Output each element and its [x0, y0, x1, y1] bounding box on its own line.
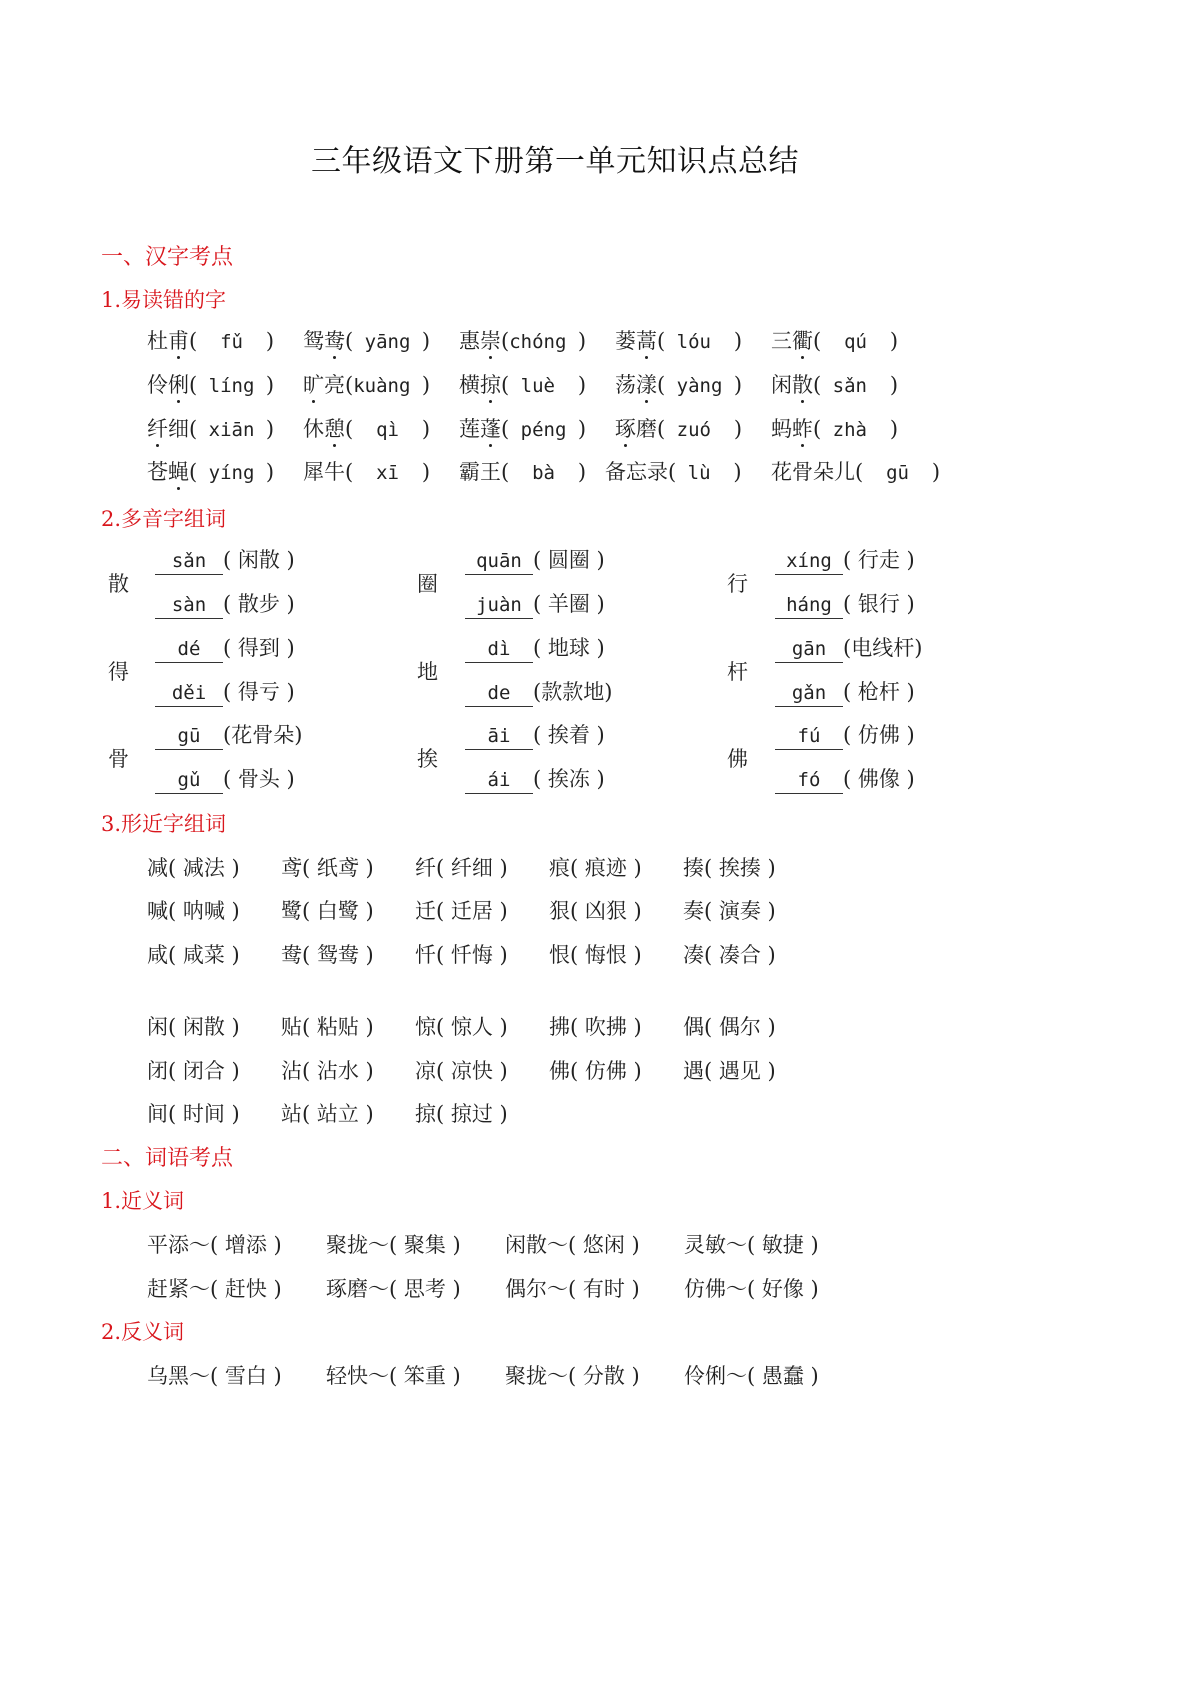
- synonym-pair: 闲散～( 悠闲 ): [505, 1233, 640, 1257]
- example-word: ( 佛像 ): [843, 767, 915, 791]
- pinyin-answer: xī: [353, 462, 422, 484]
- misread-item: [615, 331, 742, 352]
- similar-shape-item: 痕( 痕迹 ): [549, 856, 642, 880]
- paren-close: ): [265, 373, 275, 397]
- paren-close: ): [889, 417, 899, 441]
- polyphone-entry: [465, 769, 605, 794]
- pinyin-answer: qì: [353, 419, 422, 441]
- paren-close: ): [889, 373, 899, 397]
- example-word: ( 羊圈 ): [533, 592, 605, 616]
- example-word: ( 行走 ): [843, 548, 915, 572]
- similar-shape-item: 贴( 粘贴 ): [281, 1015, 374, 1039]
- similar-shape-item: 揍( 挨揍 ): [683, 856, 776, 880]
- polyphone-entry: [465, 594, 605, 619]
- synonym-pair: 琢磨～( 思考 ): [326, 1277, 461, 1301]
- paren-open: (: [813, 329, 822, 353]
- synonym-pair: 灵敏～( 敏捷 ): [684, 1233, 819, 1257]
- emphasized-char: 蒿: [636, 329, 657, 353]
- paren-open: (: [345, 460, 354, 484]
- polyphone-entry: [775, 769, 915, 794]
- word-part: 蒌: [615, 329, 636, 353]
- paren-open: (: [345, 373, 354, 397]
- subheading-polyphone: 2.多音字组词: [101, 507, 227, 531]
- misread-item: [771, 462, 940, 483]
- similar-shape-item: 拂( 吹拂 ): [549, 1015, 642, 1039]
- emphasized-char: 散: [792, 373, 813, 397]
- similar-shape-item: 凑( 凑合 ): [683, 943, 776, 967]
- pinyin-blank: sǎn: [155, 552, 223, 575]
- pinyin-answer: kuàng: [353, 375, 422, 397]
- paren-close: ): [577, 417, 587, 441]
- paren-close: ): [421, 417, 431, 441]
- paren-close: ): [733, 417, 743, 441]
- emphasized-char: 憩: [324, 417, 345, 441]
- similar-shape-item: 咸( 咸菜 ): [147, 943, 240, 967]
- pinyin-blank: gān: [775, 640, 843, 663]
- paren-close: ): [733, 329, 743, 353]
- word-part: 花骨朵儿: [771, 460, 855, 484]
- similar-shape-item: 佛( 仿佛 ): [549, 1059, 642, 1083]
- word-part: 蚂: [771, 417, 792, 441]
- similar-shape-item: 掠( 掠过 ): [415, 1102, 508, 1126]
- misread-item: [771, 331, 898, 352]
- example-word: ( 得到 ): [223, 636, 295, 660]
- example-word: (电线杆): [843, 636, 923, 660]
- misread-item: [147, 331, 274, 352]
- polyphone-char: 杆: [727, 660, 748, 684]
- emphasized-char: 崇: [480, 329, 501, 353]
- paren-open: (: [501, 417, 510, 441]
- pinyin-blank: xíng: [775, 552, 843, 575]
- paren-close: ): [889, 329, 899, 353]
- section-heading-words: 二、词语考点: [101, 1146, 234, 1171]
- pinyin-blank: dé: [155, 640, 223, 663]
- similar-shape-item: 闲( 闲散 ): [147, 1015, 240, 1039]
- misread-item: [303, 462, 430, 483]
- example-word: (花骨朵): [223, 723, 303, 747]
- example-word: ( 闲散 ): [223, 548, 295, 572]
- pinyin-blank: dì: [465, 640, 533, 663]
- misread-item: [303, 419, 430, 440]
- antonym-pair: 聚拢～( 分散 ): [505, 1364, 640, 1388]
- paren-open: (: [501, 460, 510, 484]
- polyphone-entry: [465, 725, 605, 750]
- pinyin-blank: háng: [775, 596, 843, 619]
- paren-close: ): [421, 373, 431, 397]
- paren-close: ): [265, 329, 275, 353]
- section-heading-hanzi: 一、汉字考点: [101, 245, 234, 270]
- similar-shape-item: 忏( 忏悔 ): [415, 943, 508, 967]
- paren-open: (: [813, 417, 822, 441]
- pinyin-answer: lù: [676, 462, 734, 484]
- misread-item: [459, 331, 586, 352]
- example-word: (款款地): [533, 680, 613, 704]
- antonym-pair: 乌黑～( 雪白 ): [147, 1364, 282, 1388]
- similar-shape-item: 鸯( 鸳鸯 ): [281, 943, 374, 967]
- word-part: 惠: [459, 329, 480, 353]
- example-word: ( 骨头 ): [223, 767, 295, 791]
- similar-shape-item: 纤( 纤细 ): [415, 856, 508, 880]
- pinyin-blank: ái: [465, 771, 533, 794]
- pinyin-blank: fú: [775, 727, 843, 750]
- page-title: 三年级语文下册第一单元知识点总结: [311, 144, 799, 179]
- example-word: ( 挨着 ): [533, 723, 605, 747]
- word-part: 荡: [615, 373, 636, 397]
- synonym-pair: 赶紧～( 赶快 ): [147, 1277, 282, 1301]
- polyphone-entry: [775, 594, 915, 619]
- paren-open: (: [657, 417, 666, 441]
- similar-shape-item: 喊( 呐喊 ): [147, 899, 240, 923]
- paren-open: (: [668, 460, 677, 484]
- misread-item: [605, 462, 742, 483]
- paren-open: (: [345, 329, 354, 353]
- example-word: ( 银行 ): [843, 592, 915, 616]
- misread-item: [147, 419, 274, 440]
- polyphone-entry: [155, 682, 295, 707]
- emphasized-char: 漾: [636, 373, 657, 397]
- similar-shape-item: 遇( 遇见 ): [683, 1059, 776, 1083]
- word-part: 杜: [147, 329, 168, 353]
- pinyin-answer: yāng: [353, 331, 422, 353]
- polyphone-char: 骨: [108, 747, 129, 771]
- pinyin-answer: chóng: [509, 331, 578, 353]
- pinyin-answer: líng: [197, 375, 266, 397]
- word-part: 霸王: [459, 460, 501, 484]
- word-part: 闲: [771, 373, 792, 397]
- paren-close: ): [577, 329, 587, 353]
- misread-item: [147, 375, 274, 396]
- similar-shape-item: 鹭( 白鹭 ): [281, 899, 374, 923]
- subheading-misread: 1.易读错的字: [101, 288, 227, 312]
- paren-open: (: [501, 373, 510, 397]
- misread-item: [303, 375, 430, 396]
- example-word: ( 枪杆 ): [843, 680, 915, 704]
- subheading-antonyms: 2.反义词: [101, 1320, 185, 1344]
- emphasized-char: 蓬: [480, 417, 501, 441]
- polyphone-entry: [775, 550, 915, 575]
- paren-open: (: [657, 329, 666, 353]
- misread-item: [615, 419, 742, 440]
- word-part: 苍: [147, 460, 168, 484]
- emphasized-char: 衢: [792, 329, 813, 353]
- pinyin-blank: de: [465, 684, 533, 707]
- similar-shape-item: 偶( 偶尔 ): [683, 1015, 776, 1039]
- example-word: ( 地球 ): [533, 636, 605, 660]
- pinyin-blank: juàn: [465, 596, 533, 619]
- paren-close: ): [265, 417, 275, 441]
- pinyin-blank: gǔ: [155, 771, 223, 794]
- emphasized-char: 琢: [615, 417, 636, 441]
- word-part: 鸳: [303, 329, 324, 353]
- word-part: 磨: [636, 417, 657, 441]
- word-part: 莲: [459, 417, 480, 441]
- synonym-pair: 平添～( 增添 ): [147, 1233, 282, 1257]
- pinyin-blank: gū: [155, 727, 223, 750]
- polyphone-entry: [465, 682, 612, 707]
- paren-close: ): [265, 460, 275, 484]
- misread-item: [615, 375, 742, 396]
- polyphone-entry: [775, 682, 915, 707]
- paren-open: (: [657, 373, 666, 397]
- similar-shape-item: 鸢( 纸鸢 ): [281, 856, 374, 880]
- pinyin-answer: zuó: [665, 419, 734, 441]
- misread-item: [771, 375, 898, 396]
- pinyin-answer: lóu: [665, 331, 734, 353]
- emphasized-char: 甫: [168, 329, 189, 353]
- misread-item: [459, 375, 586, 396]
- example-word: ( 圆圈 ): [533, 548, 605, 572]
- polyphone-char: 佛: [727, 747, 748, 771]
- emphasized-char: 纤: [147, 417, 168, 441]
- pinyin-answer: zhà: [821, 419, 890, 441]
- pinyin-blank: fó: [775, 771, 843, 794]
- emphasized-char: 旷: [303, 373, 324, 397]
- emphasized-char: 蝇: [168, 460, 189, 484]
- example-word: ( 仿佛 ): [843, 723, 915, 747]
- paren-close: ): [577, 460, 587, 484]
- paren-open: (: [813, 373, 822, 397]
- paren-close: ): [577, 373, 587, 397]
- pinyin-answer: qú: [821, 331, 890, 353]
- emphasized-char: 俐: [168, 373, 189, 397]
- paren-open: (: [189, 329, 198, 353]
- pinyin-answer: yàng: [665, 375, 734, 397]
- word-part: 备忘录: [605, 460, 668, 484]
- similar-shape-item: 闭( 闭合 ): [147, 1059, 240, 1083]
- emphasized-char: 鸯: [324, 329, 345, 353]
- paren-open: (: [501, 329, 510, 353]
- polyphone-char: 圈: [417, 572, 438, 596]
- similar-shape-item: 狠( 凶狠 ): [549, 899, 642, 923]
- word-part: 三: [771, 329, 792, 353]
- similar-shape-item: 凉( 凉快 ): [415, 1059, 508, 1083]
- antonym-pair: 伶俐～( 愚蠢 ): [684, 1364, 819, 1388]
- misread-item: [771, 419, 898, 440]
- paren-close: ): [733, 460, 742, 484]
- polyphone-char: 地: [417, 660, 438, 684]
- antonym-pair: 轻快～( 笨重 ): [326, 1364, 461, 1388]
- polyphone-char: 挨: [417, 747, 438, 771]
- word-part: 横: [459, 373, 480, 397]
- misread-item: [303, 331, 430, 352]
- polyphone-char: 得: [108, 660, 129, 684]
- misread-item: [147, 462, 274, 483]
- synonym-pair: 偶尔～( 有时 ): [505, 1277, 640, 1301]
- paren-close: ): [421, 329, 431, 353]
- polyphone-entry: [155, 638, 295, 663]
- similar-shape-item: 惊( 惊人 ): [415, 1015, 508, 1039]
- example-word: ( 得亏 ): [223, 680, 295, 704]
- similar-shape-item: 站( 站立 ): [281, 1102, 374, 1126]
- word-part: 伶: [147, 373, 168, 397]
- polyphone-char: 行: [727, 572, 748, 596]
- paren-close: ): [733, 373, 743, 397]
- polyphone-entry: [155, 725, 302, 750]
- misread-item: [459, 419, 586, 440]
- word-part: 细: [168, 417, 189, 441]
- pinyin-blank: āi: [465, 727, 533, 750]
- polyphone-entry: [465, 550, 605, 575]
- misread-item: [459, 462, 586, 483]
- paren-open: (: [189, 373, 198, 397]
- similar-shape-item: 迁( 迁居 ): [415, 899, 508, 923]
- paren-close: ): [421, 460, 431, 484]
- pinyin-answer: luè: [509, 375, 578, 397]
- pinyin-blank: sàn: [155, 596, 223, 619]
- paren-close: ): [931, 460, 941, 484]
- subheading-similar-shape: 3.形近字组词: [101, 812, 227, 836]
- emphasized-char: 掠: [480, 373, 501, 397]
- polyphone-entry: [155, 550, 295, 575]
- pinyin-answer: gū: [863, 462, 932, 484]
- paren-open: (: [189, 417, 198, 441]
- synonym-pair: 聚拢～( 聚集 ): [326, 1233, 461, 1257]
- pinyin-blank: gǎn: [775, 684, 843, 707]
- word-part: 犀牛: [303, 460, 345, 484]
- similar-shape-item: 沾( 沾水 ): [281, 1059, 374, 1083]
- word-part: 亮: [324, 373, 345, 397]
- subheading-synonyms: 1.近义词: [101, 1189, 185, 1213]
- similar-shape-item: 奏( 演奏 ): [683, 899, 776, 923]
- similar-shape-item: 减( 减法 ): [147, 856, 240, 880]
- polyphone-entry: [775, 725, 915, 750]
- emphasized-char: 蚱: [792, 417, 813, 441]
- paren-open: (: [855, 460, 864, 484]
- similar-shape-item: 恨( 悔恨 ): [549, 943, 642, 967]
- polyphone-char: 散: [108, 572, 129, 596]
- paren-open: (: [189, 460, 198, 484]
- similar-shape-item: 间( 时间 ): [147, 1102, 240, 1126]
- pinyin-answer: bà: [509, 462, 578, 484]
- polyphone-entry: [775, 638, 922, 663]
- example-word: ( 挨冻 ): [533, 767, 605, 791]
- pinyin-answer: yíng: [197, 462, 266, 484]
- pinyin-blank: děi: [155, 684, 223, 707]
- example-word: ( 散步 ): [223, 592, 295, 616]
- pinyin-answer: sǎn: [821, 375, 890, 397]
- pinyin-answer: xiān: [197, 419, 266, 441]
- word-part: 休: [303, 417, 324, 441]
- pinyin-answer: péng: [509, 419, 578, 441]
- polyphone-entry: [465, 638, 605, 663]
- polyphone-entry: [155, 594, 295, 619]
- pinyin-blank: quān: [465, 552, 533, 575]
- polyphone-entry: [155, 769, 295, 794]
- pinyin-answer: fǔ: [197, 331, 266, 353]
- synonym-pair: 仿佛～( 好像 ): [684, 1277, 819, 1301]
- paren-open: (: [345, 417, 354, 441]
